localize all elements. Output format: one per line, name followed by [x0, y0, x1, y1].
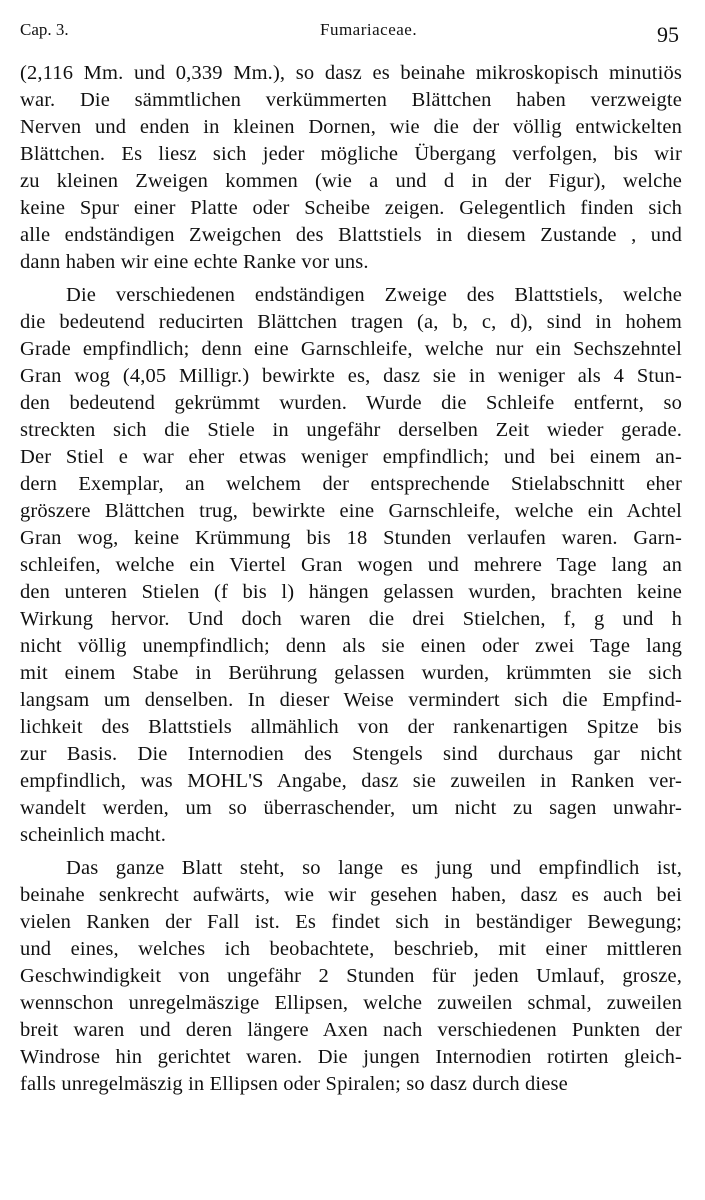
text-line: streckten sich die Stiele in ungefähr derselben Zeit wieder gerade.: [20, 419, 682, 441]
text-line: dern Exemplar, an welchem der entsprechende Stielabschnitt eher: [20, 473, 682, 495]
body-text: [20, 60, 682, 1098]
text-line: lichkeit des Blattstiels allmählich von der rankenartigen Spitze bis: [20, 716, 682, 738]
page-number: 95: [657, 22, 679, 47]
paragraph: [20, 855, 682, 1098]
text-line: Windrose hin gerichtet waren. Die jungen Internodien rotirten gleich-: [20, 1046, 682, 1068]
text-line: beinahe senkrecht aufwärts, wie wir gesehen haben, dasz es auch bei: [20, 884, 682, 906]
text-line: keine Spur einer Platte oder Scheibe zeigen. Gelegentlich finden sich: [20, 197, 682, 219]
text-line: Gran wog (4,05 Milligr.) bewirkte es, dasz sie in weniger als 4 Stun-: [20, 365, 682, 387]
text-line: langsam um denselben. In dieser Weise vermindert sich die Empfind-: [20, 689, 682, 711]
text-line: gröszere Blättchen trug, bewirkte eine Garnschleife, welche ein Achtel: [20, 500, 682, 522]
text-line: den bedeutend gekrümmt wurden. Wurde die Schleife entfernt, so: [20, 392, 682, 414]
text-line: die bedeutend reducirten Blättchen tragen (a, b, c, d), sind in hohem: [20, 311, 682, 333]
text-line: nicht völlig unempfindlich; denn als sie einen oder zwei Tage lang: [20, 635, 682, 657]
text-line: dann haben wir eine echte Ranke vor uns.: [20, 251, 369, 273]
text-line: Gran wog, keine Krümmung bis 18 Stunden verlaufen waren. Garn-: [20, 527, 682, 549]
text-line: falls unregelmäszig in Ellipsen oder Spiralen; so dasz durch diese: [20, 1073, 568, 1095]
running-header: [20, 14, 679, 47]
text-line: Wirkung hervor. Und doch waren die drei Stielchen, f, g und h: [20, 608, 682, 630]
text-line: alle endständigen Zweigchen des Blattstiels in diesem Zustande , und: [20, 224, 682, 246]
text-line: war. Die sämmtlichen verkümmerten Blättchen haben verzweigte: [20, 89, 682, 111]
text-line: zu kleinen Zweigen kommen (wie a und d in der Figur), welche: [20, 170, 682, 192]
paragraph: [20, 60, 682, 276]
text-line: (2,116 Mm. und 0,339 Mm.), so dasz es beinahe mikroskopisch minutiös: [20, 62, 682, 84]
text-line: Blättchen. Es liesz sich jeder mögliche Übergang verfolgen, bis wir: [20, 143, 682, 165]
text-line: wennschon unregelmäszige Ellipsen, welche zuweilen schmal, zuweilen: [20, 992, 682, 1014]
text-line: Grade empfindlich; denn eine Garnschleife, welche nur ein Sechszehntel: [20, 338, 682, 360]
text-line: Geschwindigkeit von ungefähr 2 Stunden für jeden Umlauf, grosze,: [20, 965, 682, 987]
text-line: vielen Ranken der Fall ist. Es findet sich in beständiger Bewegung;: [20, 911, 682, 933]
text-line: schleifen, welche ein Viertel Gran wogen und mehrere Tage lang an: [20, 554, 682, 576]
text-line: den unteren Stielen (f bis l) hängen gelassen wurden, brachten keine: [20, 581, 682, 603]
text-line: Nerven und enden in kleinen Dornen, wie die der völlig entwickelten: [20, 116, 682, 138]
text-line: Das ganze Blatt steht, so lange es jung und empfindlich ist,: [66, 857, 682, 879]
chapter-label: Cap. 3.: [20, 20, 69, 39]
text-line: breit waren und deren längere Axen nach verschiedenen Punkten der: [20, 1019, 682, 1041]
text-line: Die verschiedenen endständigen Zweige des Blattstiels, welche: [66, 284, 682, 306]
text-line: und eines, welches ich beobachtete, beschrieb, mit einer mittleren: [20, 938, 682, 960]
text-line: zur Basis. Die Internodien des Stengels sind durchaus gar nicht: [20, 743, 682, 765]
running-title: Fumariaceae.: [320, 20, 418, 39]
text-line: wandelt werden, um so überraschender, um nicht zu sagen unwahr-: [20, 797, 682, 819]
text-line: Der Stiel e war eher etwas weniger empfindlich; und bei einem an-: [20, 446, 682, 468]
text-line: mit einem Stabe in Berührung gelassen wurden, krümmten sie sich: [20, 662, 682, 684]
text-line: scheinlich macht.: [20, 824, 166, 846]
paragraph: [20, 282, 682, 849]
text-line: empfindlich, was MOHL'S Angabe, dasz sie zuweilen in Ranken ver-: [20, 770, 682, 792]
